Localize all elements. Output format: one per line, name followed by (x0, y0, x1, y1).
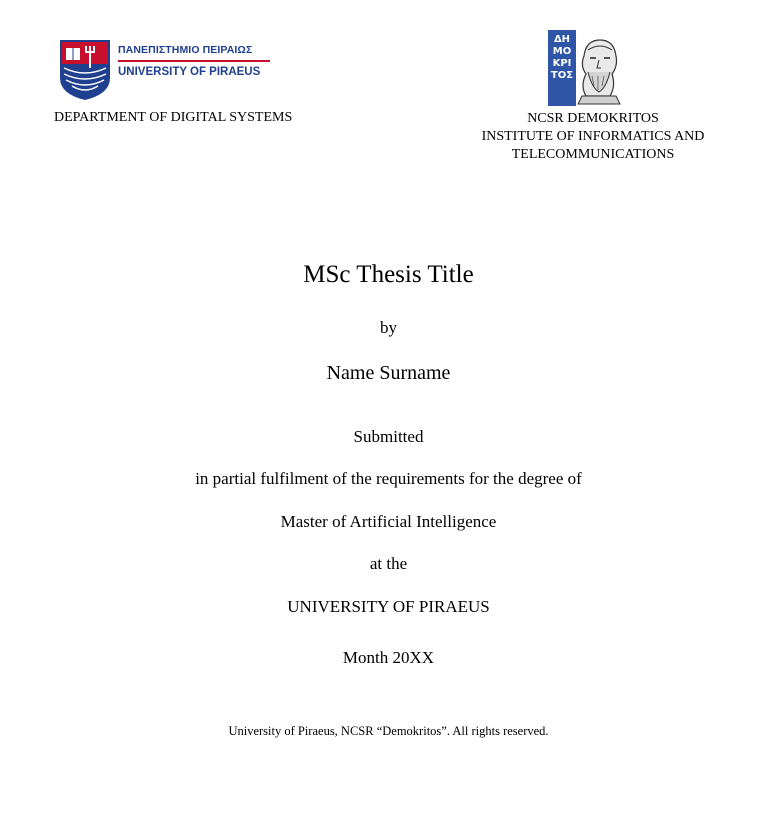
demokritos-letters-1: ΔΗ (553, 34, 571, 45)
demokritos-letter-block (548, 30, 576, 106)
university-name-english: UNIVERSITY OF PIRAEUS (118, 66, 261, 78)
democritus-bust-icon (576, 36, 622, 106)
requirement-statement: in partial fulfilment of the requirements for the degree of (195, 469, 582, 488)
submission-date: Month 20XX (342, 648, 435, 667)
by-label: by (380, 318, 397, 337)
institute-block (470, 110, 716, 164)
submitted-label: Submitted (353, 427, 424, 446)
demokritos-letters-4: ΤΟΣ (550, 70, 574, 81)
university-name-greek: ΠΑΝΕΠΙΣΤΗΜΙΟ ΠΕΙΡΑΙΩΣ (118, 44, 253, 56)
copyright-notice: University of Piraeus, NCSR “Demokritos”. All rights reserved. (228, 724, 549, 738)
department-name: DEPARTMENT OF DIGITAL SYSTEMS (54, 110, 293, 125)
author-name: Name Surname (326, 362, 451, 384)
institute-line-2: INSTITUTE OF INFORMATICS AND (481, 129, 705, 144)
demokritos-logo (548, 30, 622, 108)
degree-name: Master of Artificial Intelligence (280, 512, 497, 531)
institute-line-3: TELECOMMUNICATIONS (511, 147, 675, 162)
at-the-label: at the (369, 554, 408, 573)
institute-line-1: NCSR DEMOKRITOS (527, 111, 659, 126)
thesis-title: MSc Thesis Title (303, 261, 474, 288)
university-crest-icon (58, 38, 112, 102)
university-of-piraeus-logo (58, 38, 274, 102)
logo-divider (118, 60, 270, 62)
demokritos-letters-2: ΜΟ (552, 46, 572, 57)
demokritos-letters-3: ΚΡΙ (552, 58, 572, 69)
university-name: UNIVERSITY OF PIRAEUS (287, 597, 490, 616)
